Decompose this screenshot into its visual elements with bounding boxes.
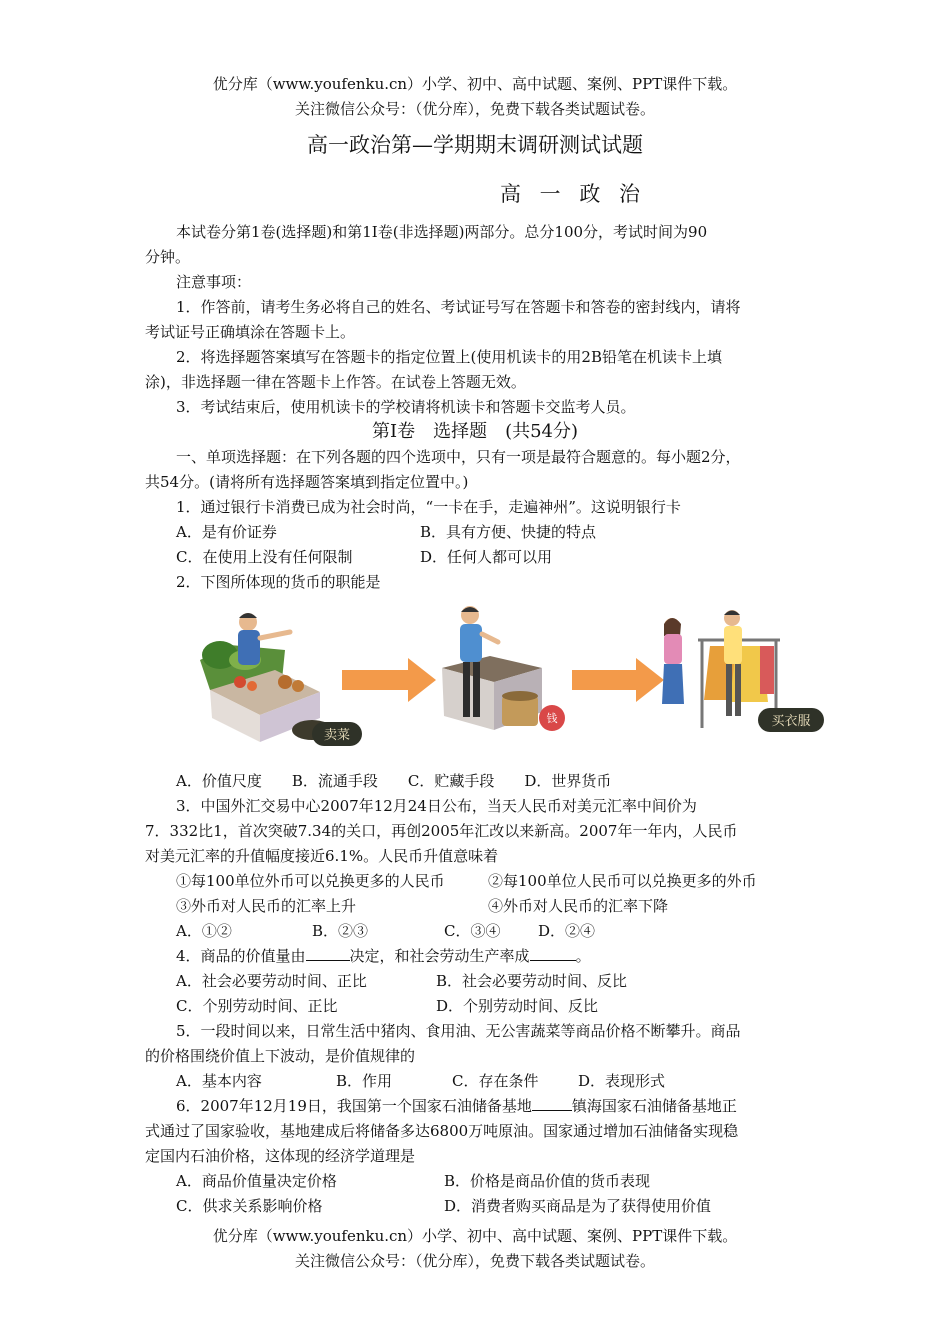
page-subtitle: 高 一 政 治 xyxy=(500,182,647,206)
q6-stem-line-3: 定国内石油价格，这体现的经济学道理是 xyxy=(145,1147,416,1165)
q5-option-d: D．表现形式 xyxy=(578,1072,666,1090)
q5-option-c: C．存在条件 xyxy=(452,1072,539,1090)
q5-stem-line-1: 5．一段时间以来，日常生活中猪肉、食用油、无公害蔬菜等商品价格不断攀升。商品 xyxy=(176,1022,741,1040)
q4-option-d: D．个别劳动时间、反比 xyxy=(436,997,599,1015)
q3-option-a: A．①② xyxy=(176,922,232,940)
q3-statement-1: ①每100单位外币可以兑换更多的人民币 xyxy=(176,872,445,890)
notice-heading: 注意事项： xyxy=(176,273,252,291)
arrow-icon xyxy=(342,658,436,702)
q3-option-c: C．③④ xyxy=(444,922,501,940)
q1-option-a: A．是有价证券 xyxy=(176,523,277,541)
q6-blank xyxy=(532,1096,572,1111)
q3-option-b: B．②③ xyxy=(312,922,369,940)
figure-label-money: 钱 xyxy=(546,712,558,725)
q4-option-b: B．社会必要劳动时间、反比 xyxy=(436,972,628,990)
q1-stem: 1．通过银行卡消费已成为社会时尚，“一卡在手，走遍神州”。这说明银行卡 xyxy=(176,498,681,516)
notice-line-3: 2．将选择题答案填写在答题卡的指定位置上(使用机读卡的用2B铅笔在机读卡上填 xyxy=(176,348,722,366)
figure-label-sell-vegetables: 卖菜 xyxy=(323,728,351,743)
section-intro-line-2: 共54分。(请将所有选择题答案填到指定位置中。) xyxy=(145,473,469,491)
q1-option-b: B．具有方便、快捷的特点 xyxy=(420,523,597,541)
footer-line-2: 关注微信公众号：（优分库），免费下载各类试题试卷。 xyxy=(294,1252,655,1270)
q6-stem-part-2: 镇海国家石油储备基地正 xyxy=(571,1097,737,1115)
q6-stem-line-1 xyxy=(176,1096,737,1116)
figure-label-buy-clothes: 买衣服 xyxy=(771,714,811,729)
q6-option-d: D．消费者购买商品是为了获得使用价值 xyxy=(444,1197,712,1215)
header-line-1: 优分库（www.youfenku.cn）小学、初中、高中试题、案例、PPT课件下载。 xyxy=(212,75,738,93)
q6-option-b: B．价格是商品价值的货币表现 xyxy=(444,1172,651,1190)
q2-stem: 2．下图所体现的货币的职能是 xyxy=(176,573,381,591)
q4-option-a: A．社会必要劳动时间、正比 xyxy=(176,972,367,990)
q4-stem xyxy=(176,946,591,966)
q3-statement-4: ④外币对人民币的汇率下降 xyxy=(488,897,669,915)
q3-stem-line-1: 3．中国外汇交易中心2007年12月24日公布，当天人民币对美元汇率中间价为 xyxy=(176,797,697,815)
q3-statement-2: ②每100单位人民币可以兑换更多的外币 xyxy=(488,872,757,890)
q1-option-d: D．任何人都可以用 xyxy=(420,548,553,566)
notice-line-2: 考试证号正确填涂在答题卡上。 xyxy=(145,323,356,341)
section-title: 第Ⅰ卷 选择题 (共54分) xyxy=(371,421,579,442)
q2-options: A．价值尺度 B．流通手段 C．贮藏手段 D．世界货币 xyxy=(176,772,612,790)
arrow-icon xyxy=(572,658,664,702)
q4-stem-part-3: 。 xyxy=(575,947,591,965)
q5-option-a: A．基本内容 xyxy=(176,1072,262,1090)
q3-option-d: D．②④ xyxy=(538,922,596,940)
q6-stem-line-2: 式通过了国家验收，基地建成后将储备多达6800万吨原油。国家通过增加石油储备实现稳 xyxy=(145,1122,739,1140)
header-line-2: 关注微信公众号：（优分库），免费下载各类试题试卷。 xyxy=(294,100,655,118)
vegetable-seller-scene xyxy=(200,613,332,742)
q4-blank-2 xyxy=(530,946,576,961)
intro-line-1: 本试卷分第1卷(选择题)和第1I卷(非选择题)两部分。总分100分，考试时间为90 xyxy=(176,223,708,241)
q4-option-c: C．个别劳动时间、正比 xyxy=(176,997,338,1015)
q3-stem-line-2: 7．332比1，首次突破7.34的关口，再创2005年汇改以来新高。2007年一年内，人民币 xyxy=(145,822,738,840)
q5-option-b: B．作用 xyxy=(336,1072,393,1090)
footer-line-1: 优分库（www.youfenku.cn）小学、初中、高中试题、案例、PPT课件下载。 xyxy=(212,1227,738,1245)
section-intro-line-1: 一、单项选择题：在下列各题的四个选项中，只有一项是最符合题意的。每小题2分， xyxy=(176,448,741,466)
q3-statement-3: ③外币对人民币的汇率上升 xyxy=(176,897,357,915)
q4-blank-1 xyxy=(306,946,350,961)
intro-line-2: 分钟。 xyxy=(145,248,191,266)
q4-stem-part-2: 决定，和社会劳动生产率成 xyxy=(349,947,530,965)
money-scene xyxy=(442,606,565,731)
q1-option-c: C．在使用上没有任何限制 xyxy=(176,548,353,566)
q5-stem-line-2: 的价格围绕价值上下波动，是价值规律的 xyxy=(145,1047,416,1065)
notice-line-1: 1．作答前，请考生务必将自己的姓名、考试证号写在答题卡和答卷的密封线内，请将 xyxy=(176,298,741,316)
page-title: 高一政治第—学期期末调研测试试题 xyxy=(307,133,643,157)
notice-line-5: 3．考试结束后，使用机读卡的学校请将机读卡和答题卡交监考人员。 xyxy=(176,398,636,416)
q6-option-a: A．商品价值量决定价格 xyxy=(176,1172,337,1190)
money-function-illustration xyxy=(190,600,830,758)
q6-stem-part-1: 6．2007年12月19日，我国第一个国家石油储备基地 xyxy=(176,1097,532,1115)
notice-line-4: 涂)，非选择题一律在答题卡上作答。在试卷上答题无效。 xyxy=(145,373,526,391)
q6-option-c: C．供求关系影响价格 xyxy=(176,1197,323,1215)
q4-stem-part-1: 4．商品的价值量由 xyxy=(176,947,306,965)
clothes-shopping-scene xyxy=(662,610,824,732)
q3-stem-line-3: 对美元汇率的升值幅度接近6.1%。人民币升值意味着 xyxy=(145,847,499,865)
